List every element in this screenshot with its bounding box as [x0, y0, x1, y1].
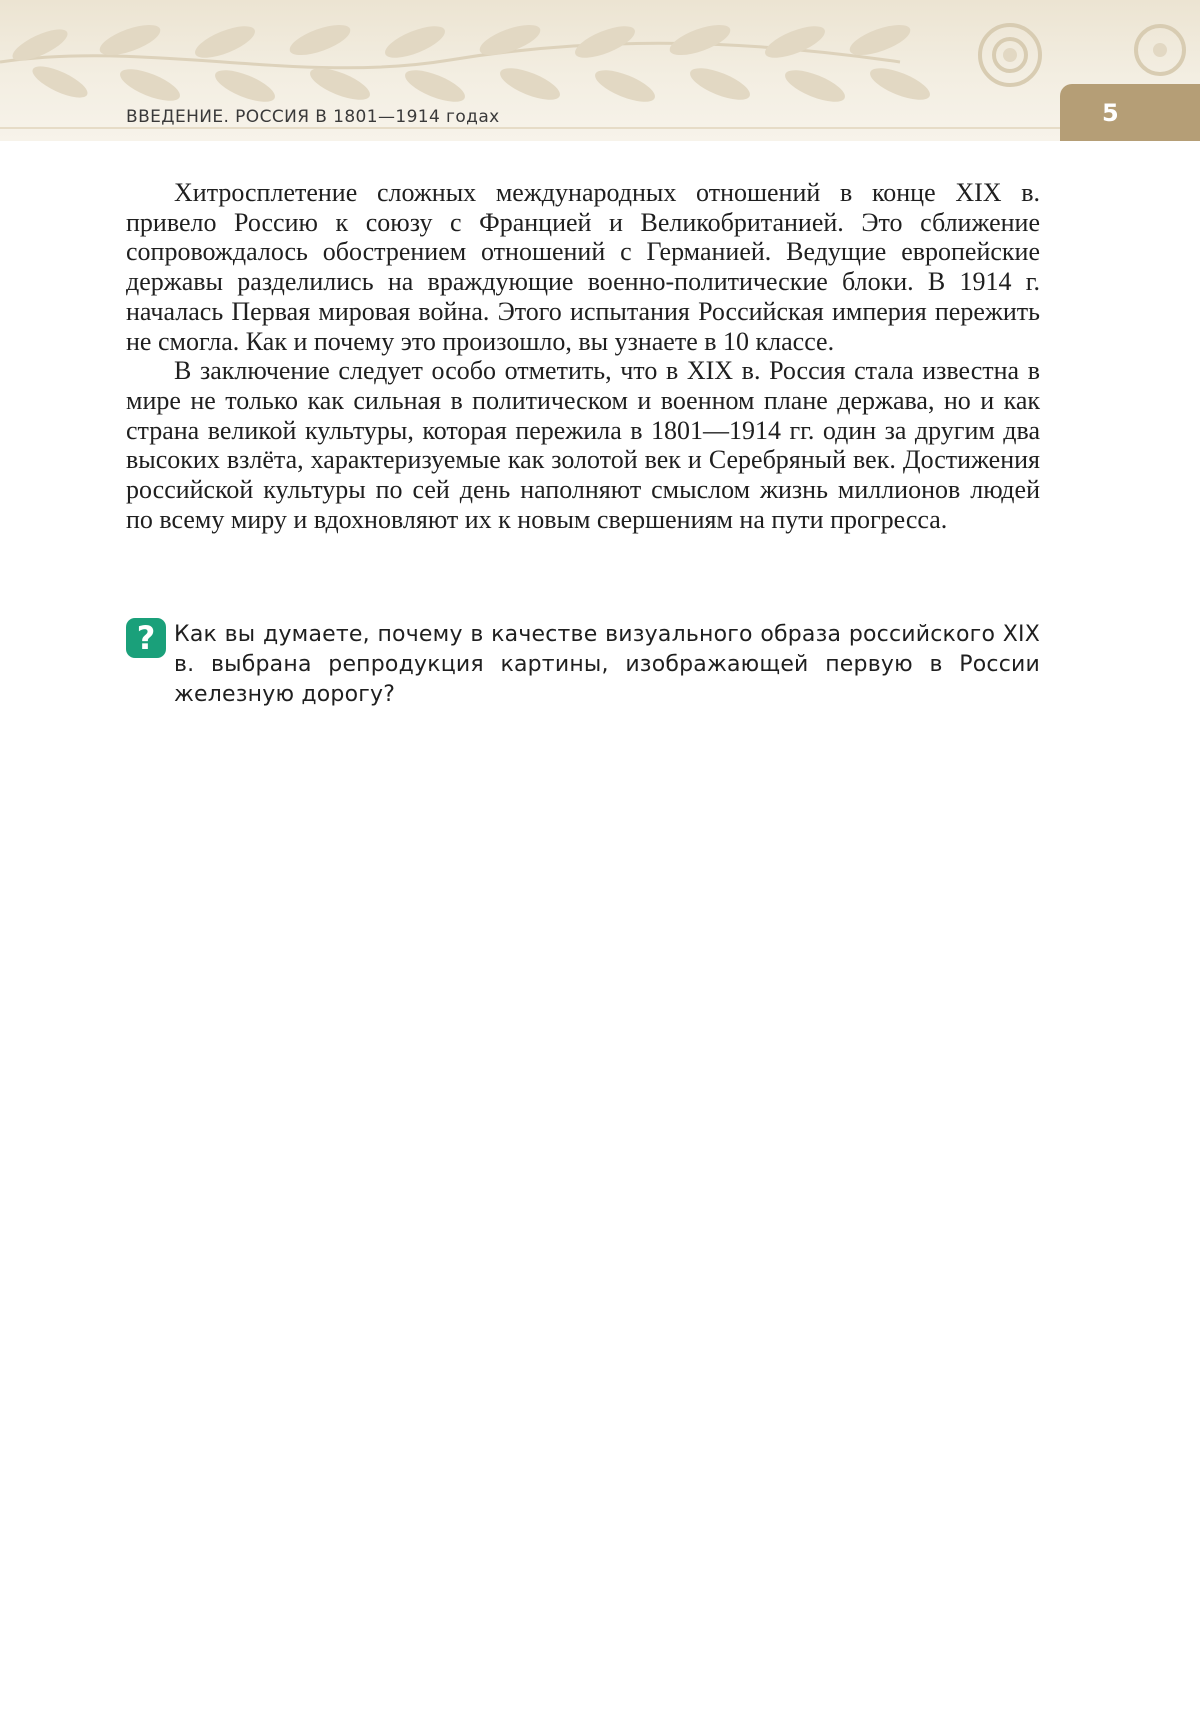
review-question	[126, 618, 1040, 718]
question-text: Как вы думаете, почему в качестве визуального образа российского XIX в. выбрана репродукция картины, изображающей первую в России железную дорогу?	[174, 622, 1040, 707]
question-mark-icon: ?	[126, 618, 166, 658]
page-number-tab	[1060, 84, 1200, 141]
running-head: ВВЕДЕНИЕ. РОССИЯ В 1801—1914 годах	[126, 107, 500, 127]
paragraph: Хитросплетение сложных международных отношений в конце XIX в. привело Россию к союзу с Францией и Великобританией. Это сближение сопровождалось обострением отношений с Германией. Ведущие европейские державы разделились на враждующие военно-политические блоки. В 1914 г. началась Первая мировая война. Этого испытания Российская империя пережить не смогла. Как и почему это произошло, вы узнаете в 10 классе.	[126, 178, 1040, 356]
paragraph: В заключение следует особо отметить, что в XIX в. Россия стала известна в мире не только как сильная в политическом и военном плане держава, но и как страна великой культуры, которая пережила в 1801—1914 гг. один за другим два высоких взлёта, характеризуемые как золотой век и Серебряный век. Достижения российской культуры по сей день наполняют смыслом жизнь миллионов людей по всему миру и вдохновляют их к новым свершениям на пути прогресса.	[126, 356, 1040, 534]
body-text	[126, 178, 1040, 534]
page-number: 5	[1102, 99, 1119, 127]
